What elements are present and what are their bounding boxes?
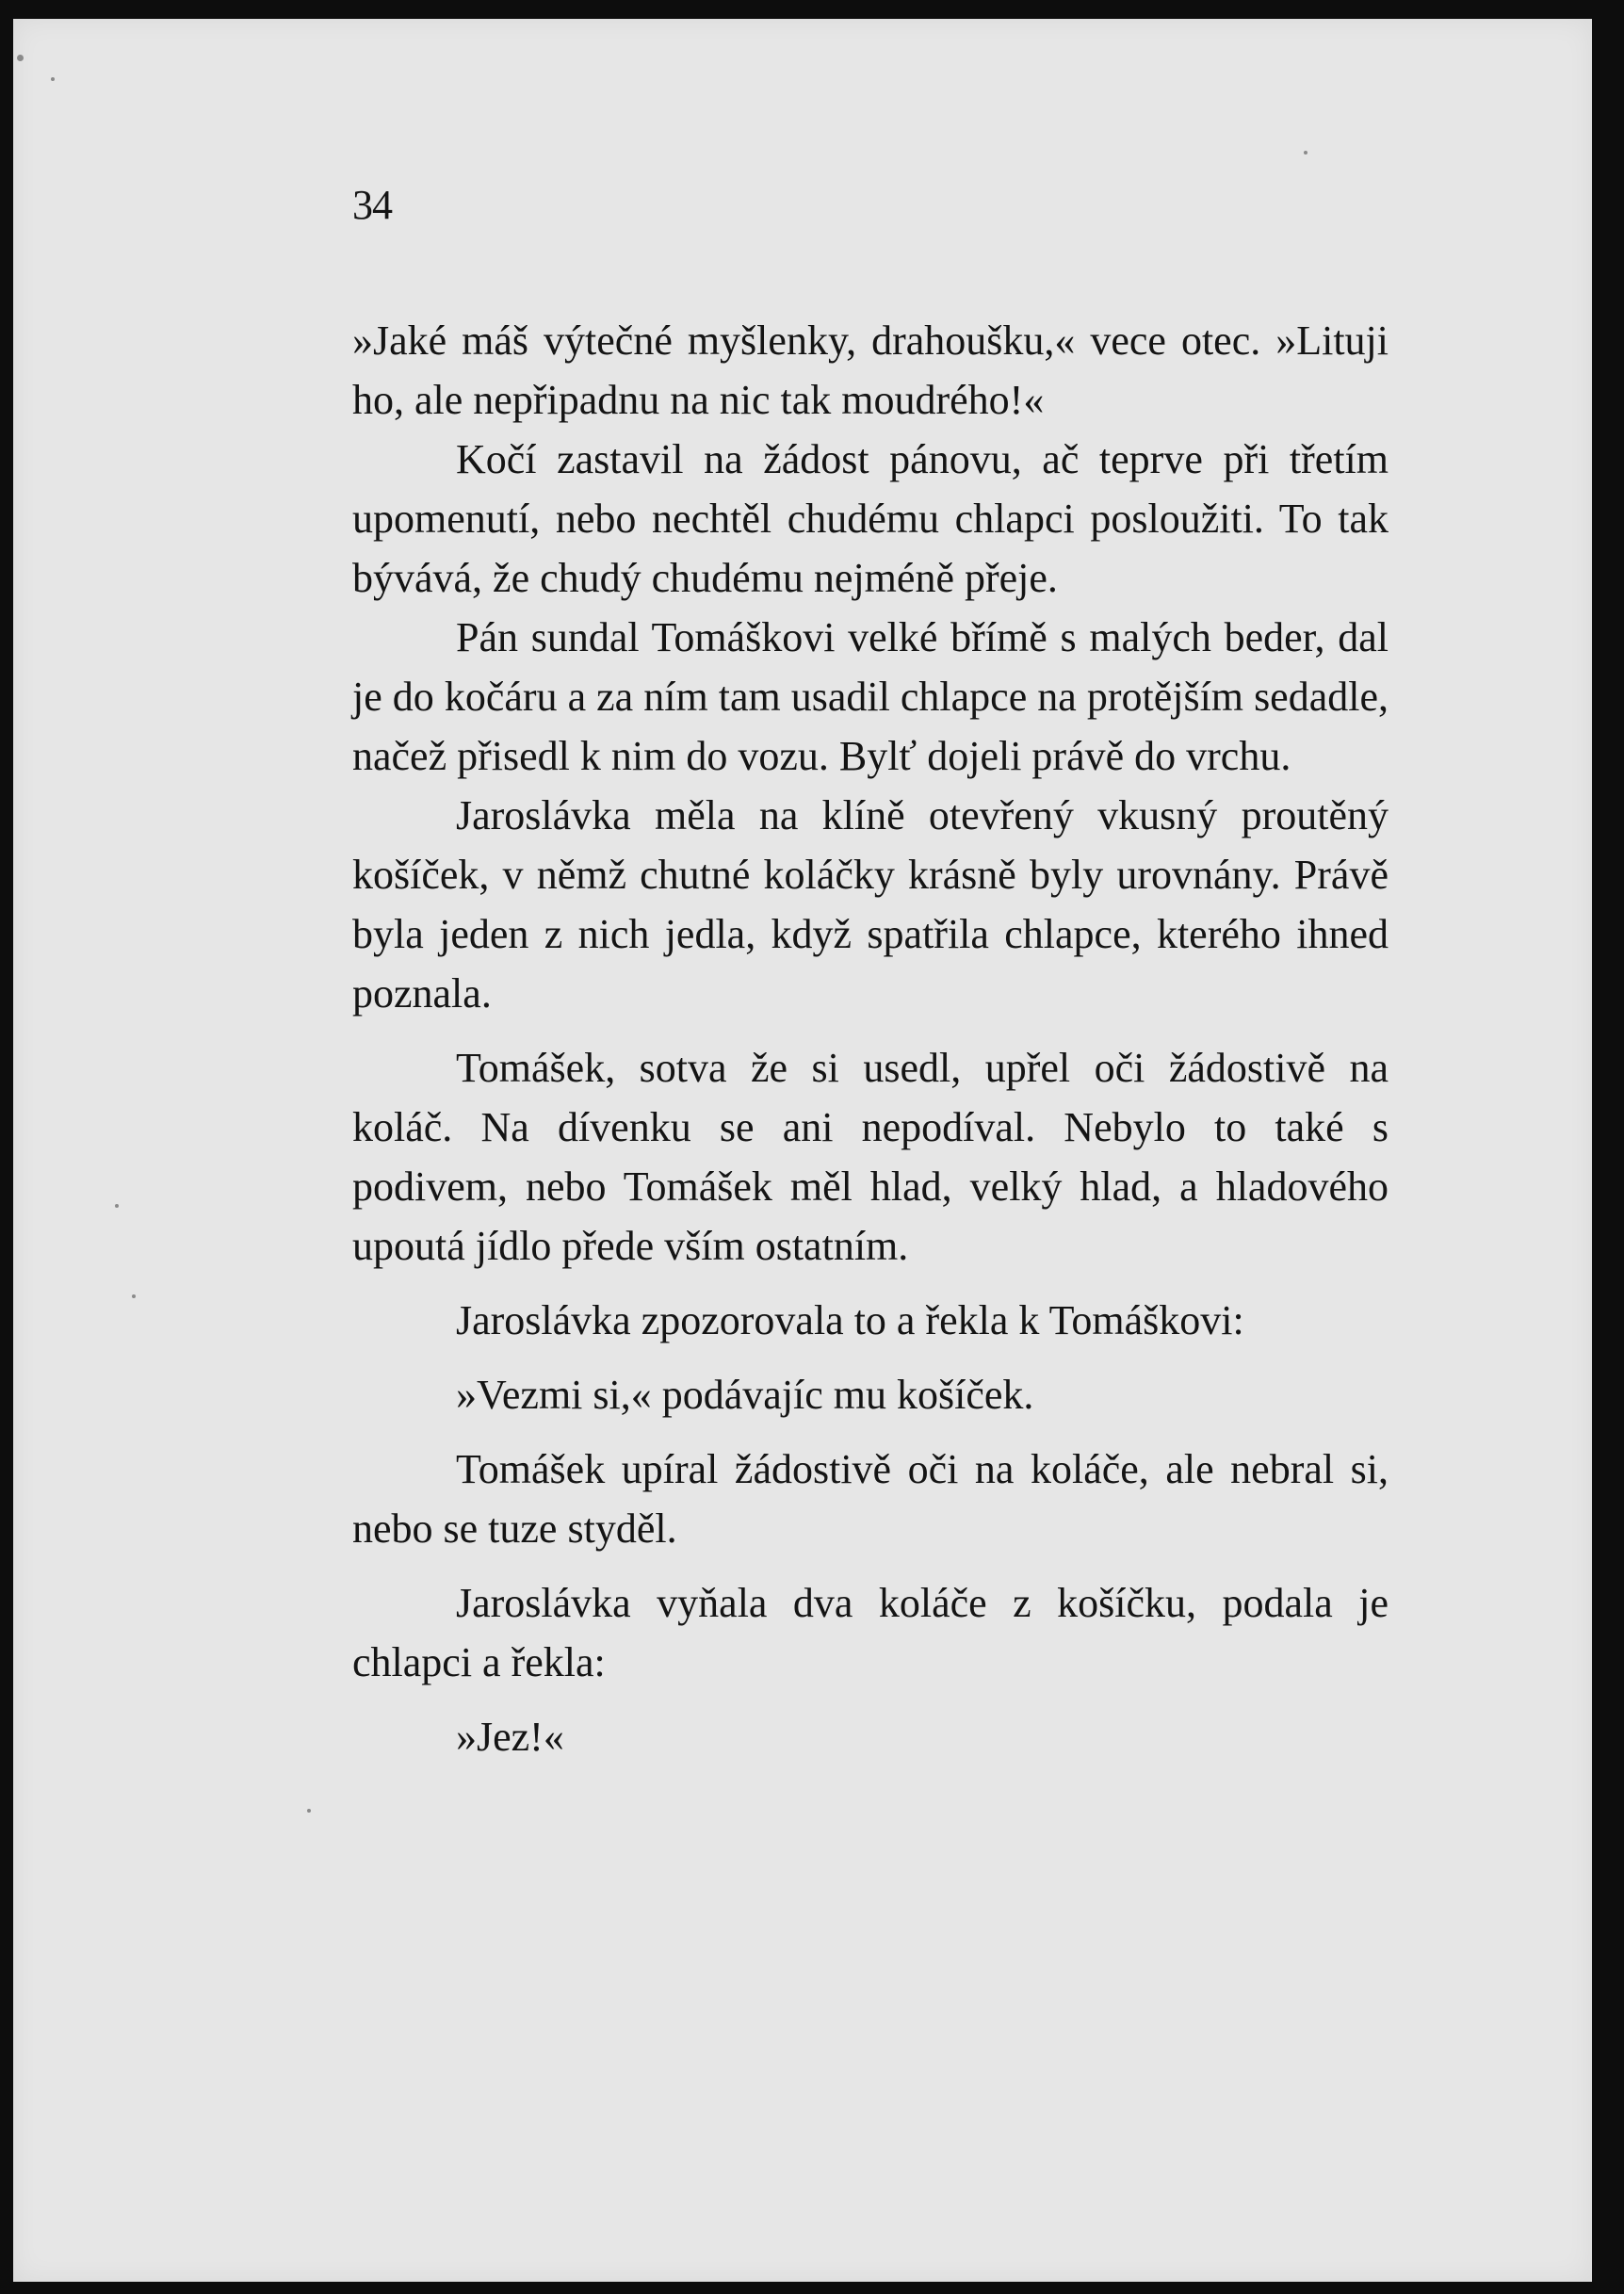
page-number: 34	[352, 182, 392, 228]
paragraph: Jaroslávka zpozorovala to a řekla k Tomáškovi:	[456, 1297, 1244, 1343]
scan-speck	[51, 77, 55, 81]
scan-speck	[115, 1204, 119, 1208]
scan-speck	[17, 55, 24, 61]
scan-speck	[307, 1809, 311, 1813]
paragraph: Tomášek upíral žádostivě oči na koláče, ale nebral si, nebo se tuze styděl.	[352, 1446, 1389, 1552]
paragraph: Kočí zastavil na žádost pánovu, ač teprve při třetím upomenutí, nebo nechtěl chudému chlapci posloužiti. To tak bývává, že chudý chudému nejméně přeje.	[352, 436, 1389, 601]
paragraph: Jaroslávka vyňala dva koláče z košíčku, podala je chlapci a řekla:	[352, 1580, 1389, 1685]
paragraph: »Jaké máš výtečné myšlenky, drahoušku,« vece otec. »Lituji ho, ale nepřipadnu na nic tak moudrého!«	[352, 317, 1389, 423]
paragraph: »Jez!«	[456, 1714, 564, 1760]
paragraph: »Vezmi si,« podávajíc mu košíček.	[456, 1372, 1034, 1418]
scan-speck	[1304, 151, 1307, 155]
text-block	[352, 179, 1389, 1766]
paragraph: Pán sundal Tomáškovi velké břímě s malých beder, dal je do kočáru a za ním tam usadil chlapce na protějším sedadle, načež přisedl k nim do vozu. Bylť dojeli právě do vrchu.	[352, 614, 1389, 779]
scan-speck	[132, 1294, 136, 1298]
paragraph: Jaroslávka měla na klíně otevřený vkusný proutěný košíček, v němž chutné koláčky krásně byly urovnány. Právě byla jeden z nich jedla, když spatřila chlapce, kterého ihned poznala.	[352, 792, 1389, 1017]
paragraph: Tomášek, sotva že si usedl, upřel oči žádostivě na koláč. Na dívenku se ani nepodíval. Nebylo to také s podivem, nebo Tomášek měl hlad, velký hlad, a hladového upoutá jídlo přede vším ostatním.	[352, 1045, 1389, 1269]
